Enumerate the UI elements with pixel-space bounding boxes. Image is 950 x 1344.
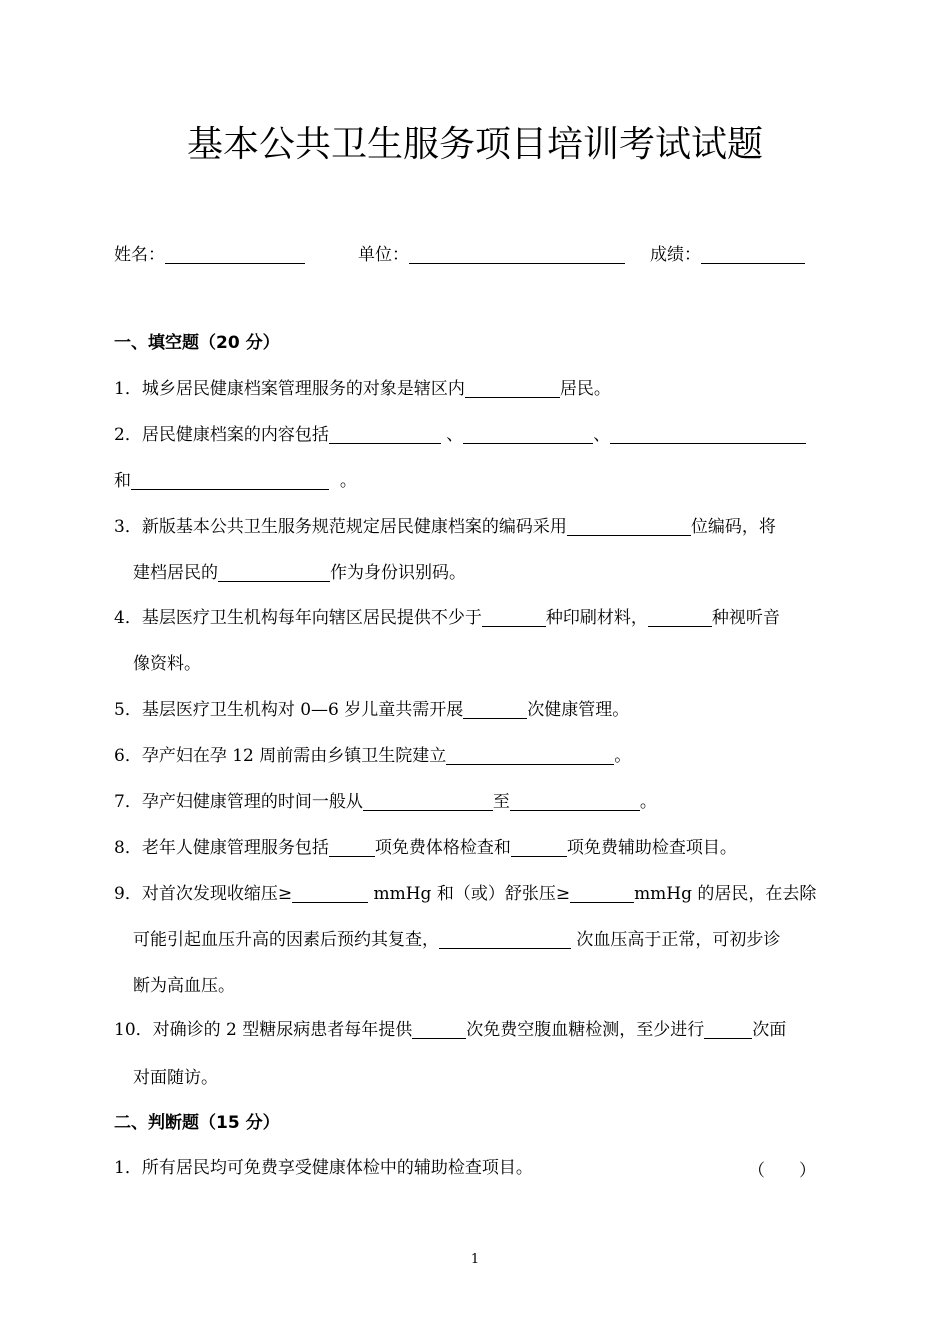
q2-sep-2: 、: [593, 425, 611, 445]
q10-blank-1[interactable]: [412, 1018, 466, 1039]
question-6: [114, 744, 631, 768]
q6-text-end: 。: [614, 746, 632, 766]
question-10-cont: [133, 1066, 218, 1090]
q10-blank-2[interactable]: [704, 1018, 752, 1039]
q8-text-mid: 项免费体格检查和: [374, 838, 511, 858]
q8-blank-1[interactable]: [329, 836, 375, 857]
score-field: [650, 240, 805, 265]
q1-text-end: 居民。: [559, 379, 611, 399]
q2-blank-1[interactable]: [329, 423, 441, 444]
q6-blank[interactable]: [446, 744, 614, 765]
q4-text: 4．基层医疗卫生机构每年向辖区居民提供不少于: [114, 608, 482, 628]
question-2: [114, 423, 806, 447]
q7-blank-1[interactable]: [363, 790, 493, 811]
question-4: [114, 606, 780, 630]
name-label: 姓名：: [114, 245, 165, 265]
q3-blank-2[interactable]: [218, 561, 330, 582]
q5-blank[interactable]: [463, 698, 527, 719]
question-5: [114, 698, 629, 722]
q4-text-mid-2: 种视听音: [711, 608, 780, 628]
q5-text-end: 次健康管理。: [527, 700, 630, 720]
q6-text: 6．孕产妇在孕 12 周前需由乡镇卫生院建立: [114, 746, 447, 766]
name-field: [114, 240, 305, 265]
q1-blank[interactable]: [465, 377, 560, 398]
q8-text: 8．老年人健康管理服务包括: [114, 838, 329, 858]
question-1: [114, 377, 611, 401]
q9-blank-2[interactable]: [570, 882, 634, 903]
question-3-cont: [133, 561, 466, 585]
name-blank[interactable]: [165, 243, 305, 264]
q2-text: 2．居民健康档案的内容包括: [114, 425, 329, 445]
q10-text-mid: 次免费空腹血糖检测，至少进行: [466, 1020, 705, 1040]
q7-text-end: 。: [639, 792, 657, 812]
question-9-cont: [133, 928, 780, 952]
judge-question-1: [114, 1156, 533, 1180]
score-label: 成绩：: [650, 245, 701, 265]
page-number: 1: [470, 1252, 480, 1267]
section-judge-title: 二、判断题（15 分）: [114, 1113, 280, 1133]
q9-blank-1[interactable]: [292, 882, 368, 903]
q3-text: 3．新版基本公共卫生服务规范规定居民健康档案的编码采用: [114, 517, 567, 537]
q10-text: 10．对确诊的 2 型糖尿病患者每年提供: [114, 1020, 413, 1040]
unit-blank[interactable]: [409, 243, 625, 264]
q9-text-3: 次血压高于正常，可初步诊: [571, 930, 781, 950]
exam-title: 基本公共卫生服务项目培训考试试题: [186, 124, 763, 165]
question-2-cont: [114, 469, 357, 493]
question-3: [114, 515, 776, 539]
score-blank[interactable]: [701, 243, 805, 264]
q9-text-end: 断为高血压。: [133, 976, 235, 996]
q4-text-end: 像资料。: [133, 654, 201, 674]
q2-blank-4[interactable]: [131, 469, 329, 490]
question-4-cont: [133, 652, 201, 676]
q3-text-mid: 位编码，将: [690, 517, 776, 537]
question-9-cont-2: [133, 974, 235, 998]
judge-1-text: 1．所有居民均可免费享受健康体检中的辅助检查项目。: [114, 1158, 533, 1178]
q2-sep-1: 、: [446, 425, 464, 445]
q2-end: 。: [339, 471, 357, 491]
question-7: [114, 790, 657, 814]
unit-label: 单位：: [358, 245, 409, 265]
q7-blank-2[interactable]: [510, 790, 640, 811]
question-10: [114, 1018, 786, 1042]
q3-text-end: 作为身份识别码。: [330, 563, 466, 583]
q2-blank-2[interactable]: [463, 423, 593, 444]
q2-and: 和: [114, 471, 131, 491]
q9-text-mid-2: mmHg 的居民，在去除: [634, 884, 817, 904]
question-8: [114, 836, 737, 860]
q8-text-end: 项免费辅助检查项目。: [566, 838, 737, 858]
q1-text: 1．城乡居民健康档案管理服务的对象是辖区内: [114, 379, 465, 399]
q7-text: 7．孕产妇健康管理的时间一般从: [114, 792, 363, 812]
q5-text: 5．基层医疗卫生机构对 0—6 岁儿童共需开展: [114, 700, 464, 720]
q7-text-mid: 至: [492, 792, 510, 812]
q3-text-2: 建档居民的: [133, 563, 218, 583]
q8-blank-2[interactable]: [511, 836, 567, 857]
q2-blank-3[interactable]: [610, 423, 806, 444]
q4-blank-2[interactable]: [648, 606, 712, 627]
q3-blank-1[interactable]: [567, 515, 691, 536]
q9-text: 9．对首次发现收缩压≥: [114, 884, 293, 904]
question-9: [114, 882, 816, 906]
q4-blank-1[interactable]: [482, 606, 546, 627]
q10-text-end: 对面随访。: [133, 1068, 218, 1088]
section-fill-in-title: 一、填空题（20 分）: [114, 333, 280, 353]
unit-field: [358, 240, 625, 265]
q10-text-mid-2: 次面: [752, 1020, 787, 1040]
q9-text-mid: mmHg 和（或）舒张压≥: [368, 884, 571, 904]
q9-text-2: 可能引起血压升高的因素后预约其复查，: [133, 930, 439, 950]
q9-blank-3[interactable]: [439, 928, 571, 949]
q4-text-mid: 种印刷材料，: [545, 608, 648, 628]
judge-1-answer-box[interactable]: （ ）: [748, 1161, 816, 1181]
